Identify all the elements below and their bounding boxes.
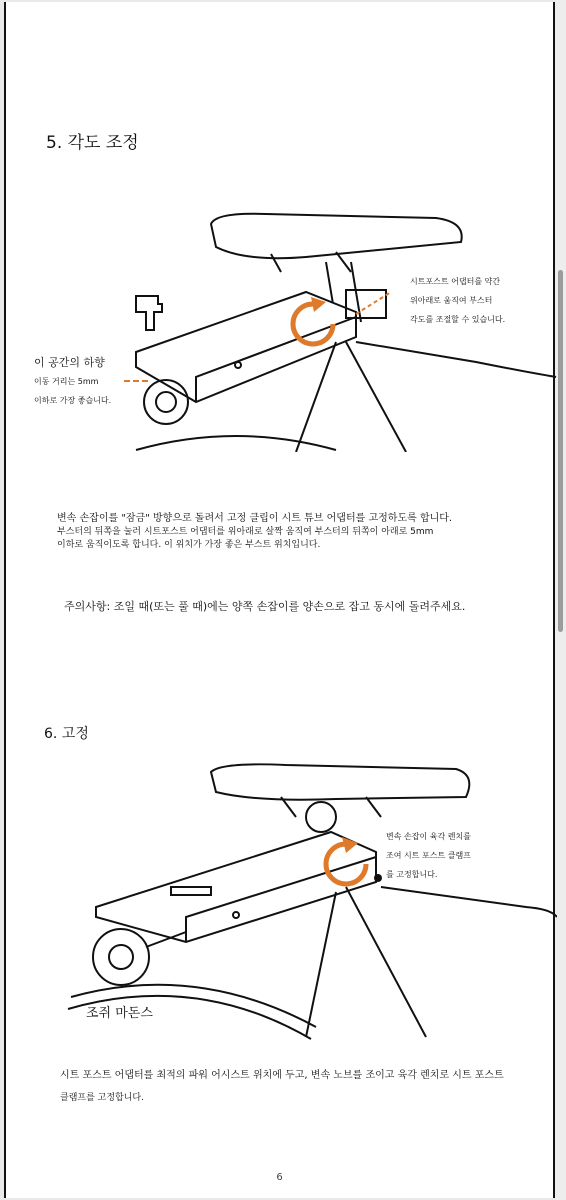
section-6-body	[60, 1064, 530, 1110]
caution-note: 주의사항: 조일 때(또는 풀 때)에는 양쪽 손잡이를 양손으로 잡고 동시에 돌려주세요.	[64, 600, 466, 613]
callout-line: 위아래로 움직여 부스터	[410, 296, 493, 305]
section-6-heading: 6. 고정	[44, 726, 89, 742]
angle-callout-right	[410, 272, 550, 329]
body-line: 변속 손잡이를 "잠금" 방향으로 돌려서 고정 클립이 시트 튜브 어댑터를 고정하도록 합니다.	[57, 513, 453, 524]
callout-line: 이 공간의 하향	[34, 356, 105, 369]
callout-line: 각도를 조절할 수 있습니다.	[410, 315, 506, 324]
pointing-hand-icon	[128, 292, 170, 334]
angle-callout-left	[34, 354, 154, 410]
body-line: 부스터의 뒤쪽을 눌러 시트포스트 어댑터를 위아래로 살짝 움직여 부스터의 뒤쪽이 아래로 5mm	[57, 527, 434, 537]
callout-line: 를 고정합니다.	[386, 870, 438, 879]
page-number: 6	[276, 1172, 283, 1183]
callout-line: 이동 거리는 5mm	[34, 377, 99, 386]
section-5-body	[57, 509, 527, 550]
body-line: 클램프를 고정합니다.	[60, 1093, 144, 1103]
body-line: 이하로 움직이도록 합니다. 이 위치가 가장 좋은 부스트 위치입니다.	[57, 540, 321, 550]
body-line: 시트 포스트 어댑터를 최적의 파워 어시스트 위치에 두고, 변속 노브를 조이고 육각 렌치로 시트 포스트	[60, 1070, 504, 1081]
section-5-heading: 5. 각도 조정	[46, 133, 139, 153]
scrollbar-thumb[interactable]	[558, 270, 563, 632]
callout-line: 이하로 가장 좋습니다.	[34, 396, 112, 405]
distance-marker	[124, 380, 148, 382]
document-page	[4, 2, 555, 1198]
callout-line: 조여 시트 포스트 클램프	[386, 851, 471, 860]
callout-line: 변속 손잡이 육각 렌치를	[386, 832, 471, 841]
wheel-label: 조쥐 마돈스	[86, 1006, 153, 1021]
fixing-callout-right	[386, 827, 536, 884]
callout-line: 시트포스트 어댑터를 약간	[410, 277, 501, 286]
